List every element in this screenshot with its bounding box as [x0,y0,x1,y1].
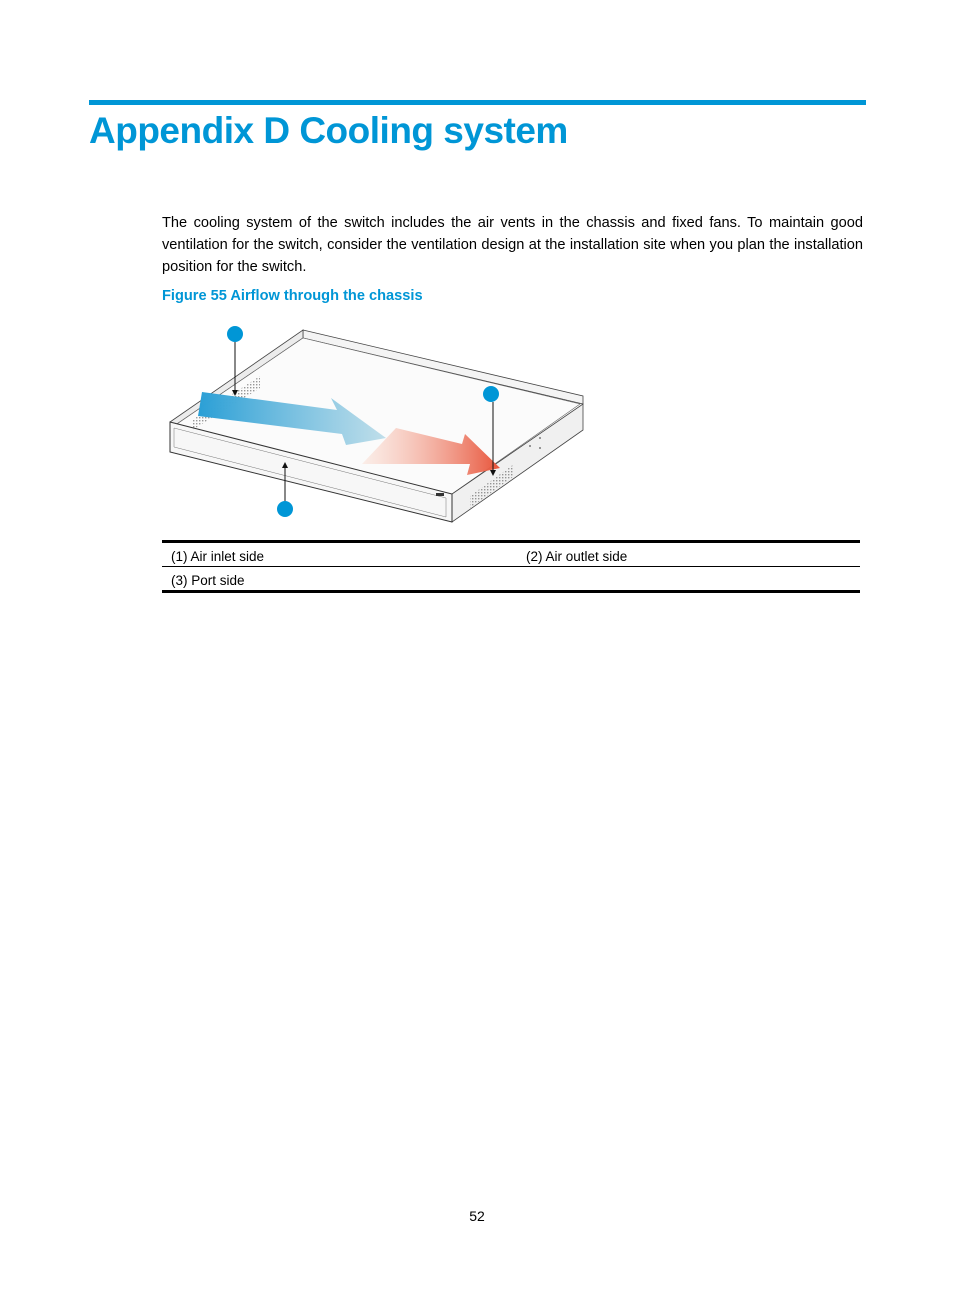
table-row [162,567,860,592]
legend-table [162,540,860,593]
legend-cell: (1) Air inlet side [162,542,517,567]
figure-caption: Figure 55 Airflow through the chassis [162,288,423,304]
table-row [162,542,860,567]
title-rule [89,100,866,105]
page-title: Appendix D Cooling system [89,110,568,151]
body-paragraph: The cooling system of the switch includes the air vents in the chassis and fixed fans. To maintain good ventilation for the switch, consider the ventilation design at the installation site when you plan the installation position for the switch. [162,215,863,275]
page-number: 52 [469,1208,485,1224]
legend-cell: (2) Air outlet side [517,542,860,567]
airflow-figure [160,318,600,524]
chassis [170,330,583,522]
legend-cell [517,567,860,592]
legend-cell: (3) Port side [162,567,517,592]
